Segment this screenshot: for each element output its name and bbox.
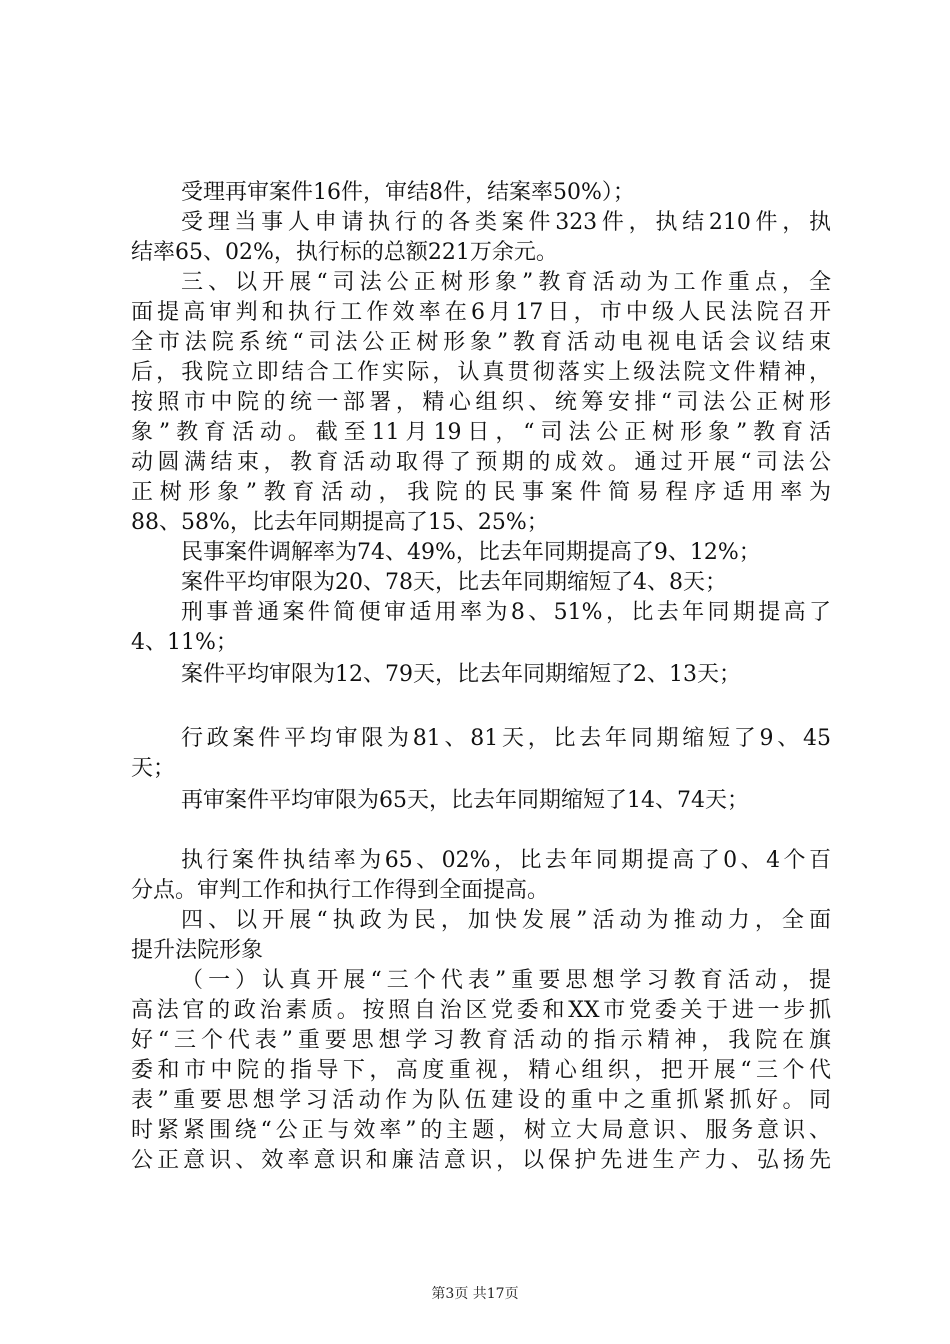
text-line: 后，我院立即结合工作实际，认真贯彻落实上级法院文件精神， bbox=[131, 360, 831, 385]
text-line: 时紧紧围绕“公正与效率”的主题，树立大局意识、服务意识、 bbox=[131, 1118, 831, 1143]
text-line: 刑事普通案件简便审适用率为8、51%，比去年同期提高了 bbox=[181, 600, 831, 625]
text-line: 按照市中院的统一部署，精心组织、统筹安排“司法公正树形 bbox=[131, 390, 831, 415]
text-line: 结率65、02%，执行标的总额221万余元。 bbox=[131, 240, 558, 265]
text-line: 民事案件调解率为74、49%，比去年同期提高了9、12%； bbox=[181, 540, 761, 565]
text-line: 正树形象”教育活动，我院的民事案件简易程序适用率为 bbox=[131, 480, 831, 505]
text-line: 动圆满结束，教育活动取得了预期的成效。通过开展“司法公 bbox=[131, 450, 831, 475]
text-line: 表”重要思想学习活动作为队伍建设的重中之重抓紧抓好。同 bbox=[131, 1088, 831, 1113]
text-line: 4、11%； bbox=[131, 630, 238, 655]
text-line: 象”教育活动。截至11月19日，“司法公正树形象”教育活 bbox=[131, 420, 831, 445]
text-line: 公正意识、效率意识和廉洁意识，以保护先进生产力、弘扬先 bbox=[131, 1148, 831, 1173]
text-line: 再审案件平均审限为65天，比去年同期缩短了14、74天； bbox=[181, 788, 749, 813]
text-line: 分点。审判工作和执行工作得到全面提高。 bbox=[131, 878, 550, 903]
text-line: 案件平均审限为20、78天，比去年同期缩短了4、8天； bbox=[181, 570, 727, 595]
text-line: 四、以开展“执政为民，加快发展”活动为推动力，全面 bbox=[181, 908, 831, 933]
text-line: 高法官的政治素质。按照自治区党委和XX市党委关于进一步抓 bbox=[131, 998, 831, 1023]
text-line: 面提高审判和执行工作效率在6月17日，市中级人民法院召开 bbox=[131, 300, 831, 325]
text-line: 全市法院系统“司法公正树形象”教育活动电视电话会议结束 bbox=[131, 330, 831, 355]
text-line: 委和市中院的指导下，高度重视，精心组织，把开展“三个代 bbox=[131, 1058, 831, 1083]
text-line: 执行案件执结率为65、02%，比去年同期提高了0、4个百 bbox=[181, 848, 831, 873]
text-line: 受理再审案件16件，审结8件，结案率50%）； bbox=[181, 180, 635, 205]
text-line: 案件平均审限为12、79天，比去年同期缩短了2、13天； bbox=[181, 662, 741, 687]
page-number: 第3页 共17页 bbox=[431, 1286, 519, 1302]
text-line: 提升法院形象 bbox=[131, 938, 264, 963]
text-line: 好“三个代表”重要思想学习教育活动的指示精神，我院在旗 bbox=[131, 1028, 831, 1053]
text-line: 行政案件平均审限为81、81天，比去年同期缩短了9、45 bbox=[181, 726, 831, 751]
text-line: 88、58%，比去年同期提高了15、25%； bbox=[131, 510, 549, 535]
text-line: 天； bbox=[131, 756, 176, 781]
text-line: （一）认真开展“三个代表”重要思想学习教育活动，提 bbox=[181, 968, 831, 993]
text-line: 受理当事人申请执行的各类案件323件，执结210件，执 bbox=[181, 210, 831, 235]
text-line: 三、以开展“司法公正树形象”教育活动为工作重点，全 bbox=[181, 270, 831, 295]
